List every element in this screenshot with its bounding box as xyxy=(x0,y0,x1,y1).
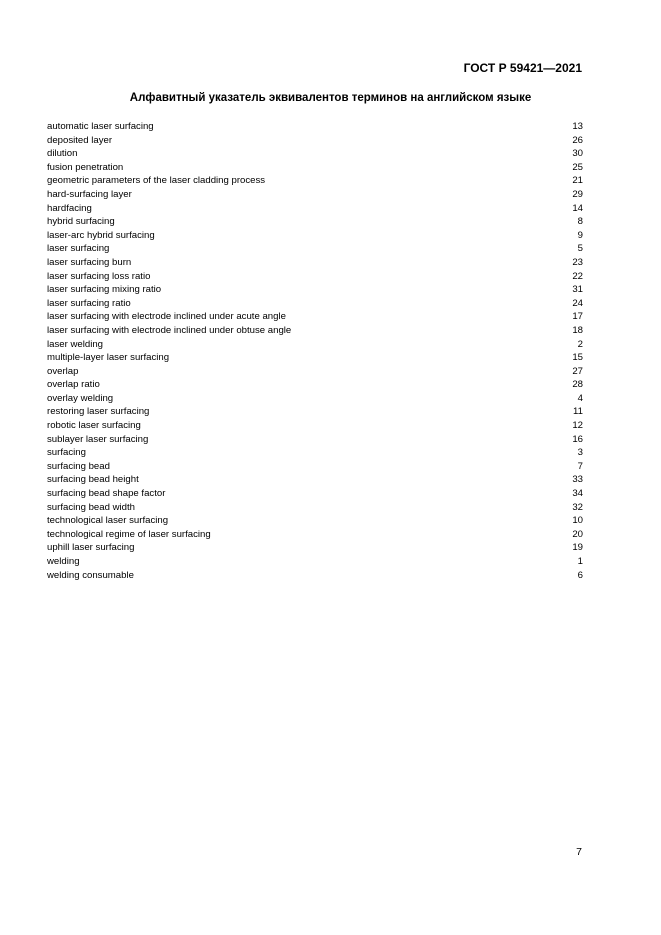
index-entry xyxy=(47,202,583,216)
index-title: Алфавитный указатель эквивалентов терминов на английском языке xyxy=(129,92,532,104)
entry-term: restoring laser surfacing xyxy=(47,406,150,418)
entry-term: overlap ratio xyxy=(47,379,100,391)
index-entry xyxy=(47,365,583,379)
index-entry xyxy=(47,487,583,501)
index-entry xyxy=(47,147,583,161)
entry-number: 8 xyxy=(577,216,583,228)
entry-number: 5 xyxy=(577,243,583,255)
entry-term: welding xyxy=(47,556,80,567)
entry-term: laser-arc hybrid surfacing xyxy=(47,229,155,241)
entry-number: 4 xyxy=(577,392,583,404)
entry-term: surfacing bead shape factor xyxy=(47,488,166,500)
entry-number: 25 xyxy=(572,161,583,173)
entry-number: 9 xyxy=(577,229,583,241)
entry-number: 27 xyxy=(572,365,583,377)
index-entry xyxy=(47,338,583,352)
index-entry xyxy=(47,134,583,148)
index-entry xyxy=(47,270,583,284)
index-entry xyxy=(47,242,583,256)
index-entry xyxy=(47,324,583,338)
entry-number: 21 xyxy=(572,175,583,187)
entry-term: overlap xyxy=(47,365,79,377)
entry-term: laser surfacing loss ratio xyxy=(47,270,151,282)
index-entry xyxy=(47,378,583,392)
entry-number: 6 xyxy=(577,569,583,581)
entry-term: laser surfacing ratio xyxy=(47,297,131,309)
document-code: ГОСТ Р 59421—2021 xyxy=(463,61,582,75)
entry-number: 3 xyxy=(577,447,583,459)
entry-term: laser surfacing with electrode inclined under obtuse angle xyxy=(47,324,292,336)
index-entry xyxy=(47,297,583,311)
entry-term: laser welding xyxy=(47,338,103,350)
entry-term: laser surfacing burn xyxy=(47,256,132,268)
entry-term: laser surfacing with electrode inclined under acute angle xyxy=(47,311,286,323)
entry-number: 12 xyxy=(572,420,583,432)
entry-number: 30 xyxy=(572,148,583,160)
entry-number: 15 xyxy=(572,352,583,364)
entry-number: 26 xyxy=(572,134,583,146)
index-entry xyxy=(47,405,583,419)
entry-term: technological regime of laser surfacing xyxy=(47,528,211,540)
index-entry xyxy=(47,310,583,324)
entry-number: 28 xyxy=(572,379,583,391)
entry-number: 20 xyxy=(572,528,583,540)
index-entry xyxy=(47,174,583,188)
entry-term: surfacing bead width xyxy=(47,501,135,513)
entry-number: 22 xyxy=(572,270,583,282)
entry-term: laser surfacing mixing ratio xyxy=(47,284,162,296)
entry-term: geometric parameters of the laser cladding process xyxy=(47,175,266,187)
index-entry xyxy=(47,351,583,365)
entry-number: 1 xyxy=(577,556,583,567)
index-entry xyxy=(47,215,583,229)
entry-number: 10 xyxy=(572,515,583,527)
index-entry xyxy=(47,161,583,175)
index-entry xyxy=(47,433,583,447)
entry-term: surfacing xyxy=(47,447,86,459)
page-number: 7 xyxy=(576,846,582,858)
index-entry xyxy=(47,528,583,542)
index-entry xyxy=(47,446,583,460)
index-entry xyxy=(47,229,583,243)
entry-term: uphill laser surfacing xyxy=(47,542,135,554)
entry-term: automatic laser surfacing xyxy=(47,121,154,132)
entry-term: surfacing bead height xyxy=(47,474,139,486)
entry-term: overlay welding xyxy=(47,392,114,404)
entry-term: hard-surfacing layer xyxy=(47,188,132,200)
index-entry xyxy=(47,419,583,433)
index-entry xyxy=(47,392,583,406)
index-entry xyxy=(47,460,583,474)
entry-number: 23 xyxy=(572,256,583,268)
entry-term: laser surfacing xyxy=(47,243,110,255)
entry-number: 13 xyxy=(572,121,583,132)
entry-number: 11 xyxy=(573,406,583,418)
entry-term: technological laser surfacing xyxy=(47,515,169,527)
entry-number: 24 xyxy=(572,297,583,309)
entry-number: 34 xyxy=(572,488,583,500)
entry-number: 17 xyxy=(572,311,583,323)
entry-term: robotic laser surfacing xyxy=(47,420,141,432)
entry-term: sublayer laser surfacing xyxy=(47,433,149,445)
index-entry xyxy=(47,120,583,134)
entry-number: 14 xyxy=(572,202,583,214)
entry-term: hardfacing xyxy=(47,202,92,214)
index-entry xyxy=(47,188,583,202)
entry-number: 18 xyxy=(572,324,583,336)
entry-term: multiple-layer laser surfacing xyxy=(47,352,170,364)
index-entry xyxy=(47,501,583,515)
entry-number: 7 xyxy=(577,460,583,472)
entry-term: welding consumable xyxy=(47,569,134,581)
entry-term: surfacing bead xyxy=(47,460,110,472)
index-entry xyxy=(47,473,583,487)
index-entry xyxy=(47,514,583,528)
entry-number: 19 xyxy=(572,542,583,554)
entry-term: hybrid surfacing xyxy=(47,216,115,228)
entry-number: 33 xyxy=(572,474,583,486)
entry-number: 2 xyxy=(577,338,583,350)
term-index-list xyxy=(47,120,583,582)
entry-term: fusion penetration xyxy=(47,161,124,173)
index-entry xyxy=(47,256,583,270)
index-entry xyxy=(47,541,583,555)
index-entry xyxy=(47,283,583,297)
entry-term: deposited layer xyxy=(47,134,113,146)
index-entry xyxy=(47,555,583,569)
entry-number: 29 xyxy=(572,188,583,200)
entry-number: 32 xyxy=(572,501,583,513)
entry-number: 31 xyxy=(572,284,583,296)
entry-number: 16 xyxy=(572,433,583,445)
index-entry xyxy=(47,569,583,583)
entry-term: dilution xyxy=(47,148,78,160)
